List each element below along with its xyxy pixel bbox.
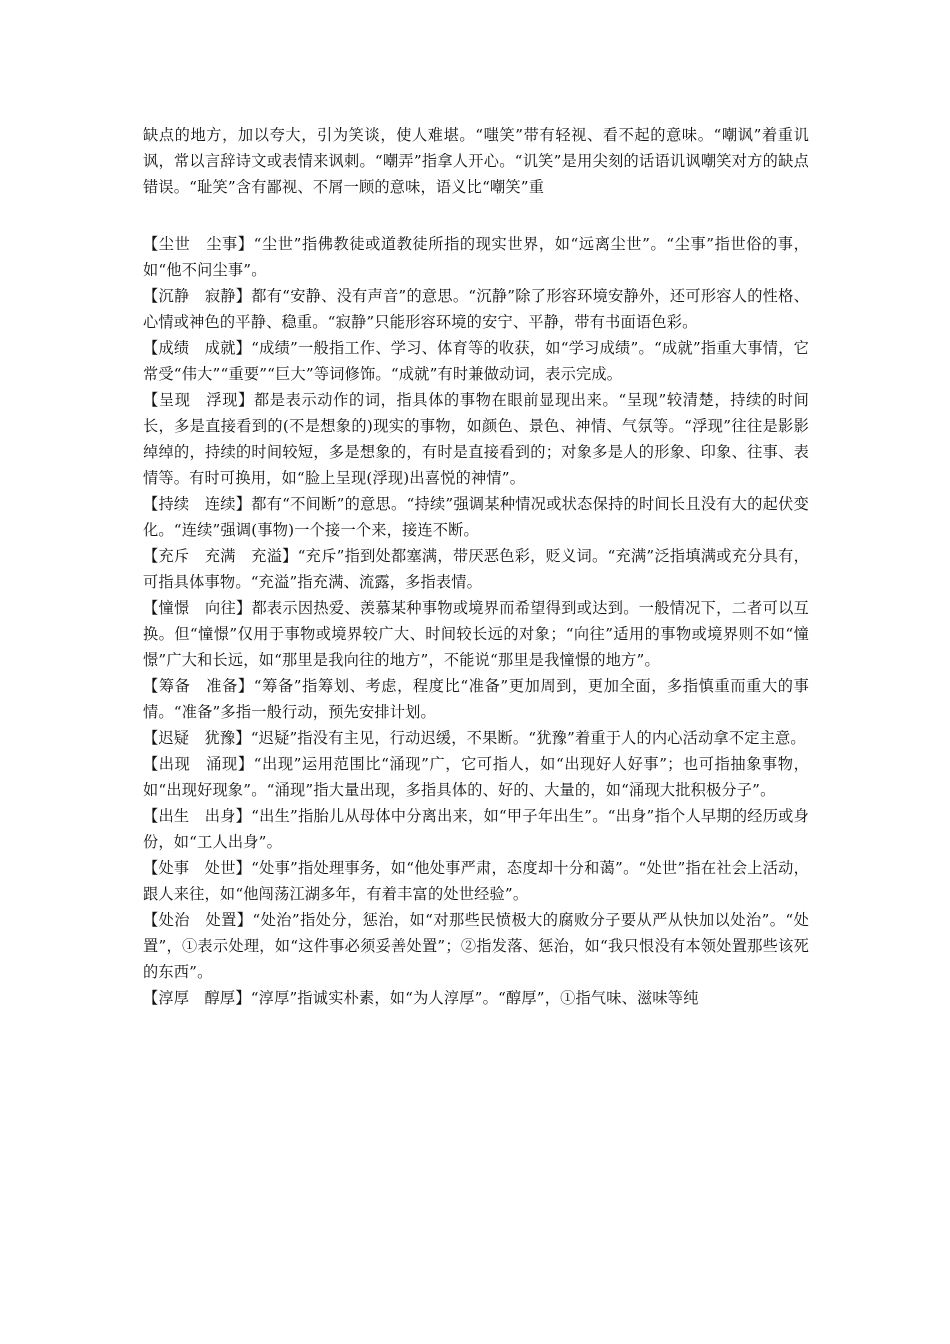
entry-term: 【处事 处世】 — [143, 859, 252, 877]
entry-text: “筹备”指筹划、考虑，程度比“准备”更加周到，更加全面，多指慎重而重大的事情。“准备”多指一般行动，预先安排计划。 — [143, 677, 809, 721]
entry-text: “出现”运用范围比“涌现”广，它可指人，如“出现好人好事”；也可指抽象事物，如“出现好现象”。“涌现”指大量出现，多指具体的、好的、大量的，如“涌现大批积极分子”。 — [143, 755, 810, 799]
entry-term: 【持续 连续】 — [143, 495, 252, 513]
entry-text: “处治”指处分，惩治，如“对那些民愤极大的腐败分子要从严从快加以处治”。“处置”，①表示处理，如“这件事必须妥善处置”；②指发落、惩治，如“我只恨没有本领处置那些该死的东西”。 — [143, 911, 810, 981]
entry-text: “出生”指胎儿从母体中分离出来，如“甲子年出生”。“出身”指个人早期的经历或身份，如“工人出身”。 — [143, 807, 809, 851]
entry-term: 【筹备 准备】 — [143, 677, 254, 695]
entry — [143, 725, 809, 751]
entry-term: 【出生 出身】 — [143, 807, 252, 825]
entry — [143, 231, 809, 283]
entry — [143, 673, 809, 725]
entry-text: “充斥”指到处都塞满，带厌恶色彩，贬义词。“充满”泛指填满或充分具有，可指具体事物。“充溢”指充满、流露，多指表情。 — [143, 547, 810, 591]
entry-text: “成绩”一般指工作、学习、体育等的收获，如“学习成绩”。“成就”指重大事情，它常受“伟大”“重要”“巨大”等词修饰。“成就”有时兼做动词，表示完成。 — [143, 339, 809, 383]
entry — [143, 803, 809, 855]
entry-text: “迟疑”指没有主见，行动迟缓，不果断。“犹豫”着重于人的内心活动拿不定主意。 — [250, 729, 806, 747]
entry — [143, 283, 809, 335]
entry-term: 【憧憬 向往】 — [143, 599, 252, 617]
entry-text: 都有“不间断”的意思。“持续”强调某种情况或状态保持的时间长且没有大的起伏变化。“连续”强调(事物)一个接一个来，接连不断。 — [143, 495, 809, 539]
entry-list — [143, 231, 809, 1011]
entry — [143, 335, 809, 387]
entry-text: “淳厚”指诚实朴素，如“为人淳厚”。“醇厚”，①指气味、滋味等纯 — [250, 989, 699, 1007]
entry-text: 都表示因热爱、羡慕某种事物或境界而希望得到或达到。一般情况下，二者可以互换。但“憧憬”仅用于事物或境界较广大、时间较长远的对象；“向往”适用的事物或境界则不如“憧憬”广大和长远，如“那里是我向往的地方”，不能说“那里是我憧憬的地方”。 — [143, 599, 809, 669]
entry-term: 【充斥 充满 充溢】 — [143, 547, 298, 565]
entry-term: 【淳厚 醇厚】 — [143, 989, 251, 1007]
entry — [143, 387, 809, 491]
entry-term: 【出现 涌现】 — [143, 755, 254, 773]
entry — [143, 543, 809, 595]
entry-term: 【迟疑 犹豫】 — [143, 729, 251, 747]
entry — [143, 985, 809, 1011]
entry-term: 【沉静 寂静】 — [143, 287, 252, 305]
entry — [143, 491, 809, 543]
entry-term: 【呈现 浮现】 — [143, 391, 254, 409]
intro-paragraph: 缺点的地方，加以夸大，引为笑谈，使人难堪。“嗤笑”带有轻视、看不起的意味。“嘲讽”着重讥讽，常以言辞诗文或表情来讽刺。“嘲弄”指拿人开心。“讥笑”是用尖刻的话语讥讽嘲笑对方的缺点错误。“耻笑”含有鄙视、不屑一顾的意味，语义比“嘲笑”重 — [143, 126, 809, 196]
entry — [143, 751, 809, 803]
entry-text: 都是表示动作的词，指具体的事物在眼前显现出来。“呈现”较清楚，持续的时间长，多是直接看到的(不是想象的)现实的事物，如颜色、景色、神情、气氛等。“浮现”往往是影影绰绰的，持续的时间较短，多是想象的，有时是直接看到的；对象多是人的形象、印象、往事、表情等。有时可换用，如“脸上呈现(浮现)出喜悦的神情”。 — [143, 391, 810, 487]
entry-text: “尘世”指佛教徒或道教徒所指的现实世界，如“远离尘世”。“尘事”指世俗的事，如“他不问尘事”。 — [143, 235, 809, 279]
entry-text: 都有“安静、没有声音”的意思。“沉静”除了形容环境安静外，还可形容人的性格、心情或神色的平静、稳重。“寂静”只能形容环境的安宁、平静，带有书面语色彩。 — [143, 287, 809, 331]
entry-text: “处事”指处理事务，如“他处事严肃，态度却十分和蔼”。“处世”指在社会上活动，跟人来往，如“他闯荡江湖多年，有着丰富的处世经验”。 — [143, 859, 809, 903]
entry-term: 【成绩 成就】 — [143, 339, 252, 357]
entry — [143, 907, 809, 985]
entry — [143, 595, 809, 673]
entry-term: 【处治 处置】 — [143, 911, 253, 929]
entry — [143, 855, 809, 907]
entry-term: 【尘世 尘事】 — [143, 235, 254, 253]
